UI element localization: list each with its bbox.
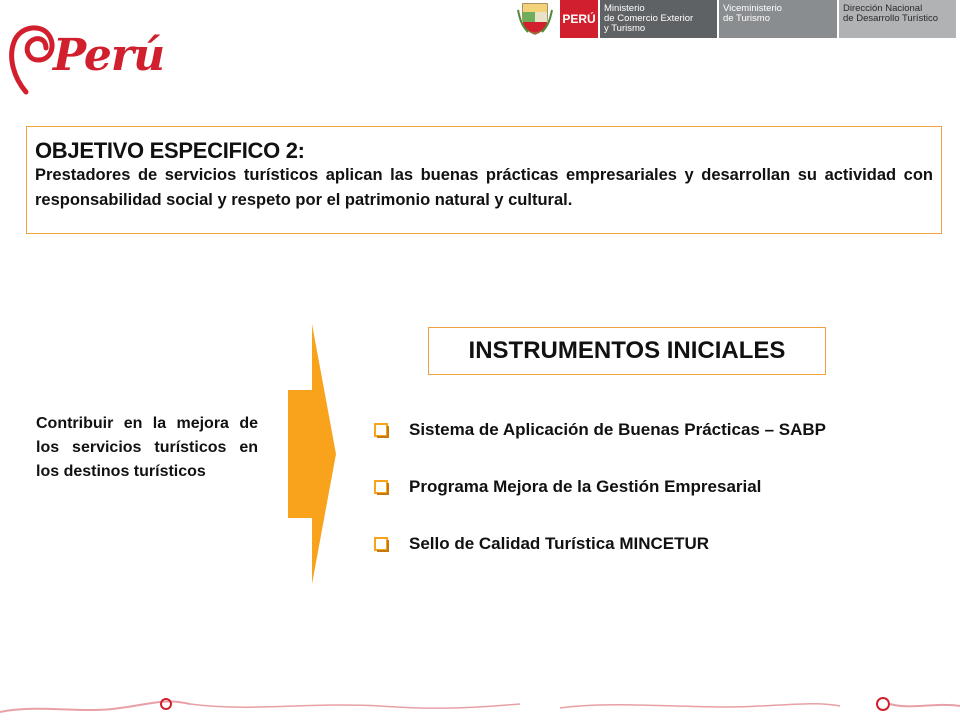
instrument-label: Sistema de Aplicación de Buenas Prácticas – SABP xyxy=(409,420,826,439)
decorative-swirl-footer xyxy=(0,690,960,720)
orange-arrow-icon xyxy=(286,322,340,586)
government-header xyxy=(516,0,956,38)
direction-label xyxy=(839,0,956,38)
objective-text: Prestadores de servicios turísticos aplican las buenas prácticas empresariales y desarrollan su actividad con responsabilidad social y respeto por el patrimonio natural y cultural. xyxy=(35,166,933,209)
instruments-title: INSTRUMENTOS INICIALES xyxy=(428,327,826,375)
contribution-text: Contribuir en la mejora de los servicios turísticos en los destinos turísticos xyxy=(36,415,258,480)
vice-line-2: de Turismo xyxy=(723,13,770,24)
viceministry-label xyxy=(719,0,837,38)
ministry-line-2: de Comercio Exterior xyxy=(604,13,694,24)
objective-title: OBJETIVO ESPECIFICO 2: xyxy=(35,138,305,163)
instruments-list xyxy=(374,415,934,586)
gov-country-label: PERÚ xyxy=(560,0,598,38)
ministry-label xyxy=(600,0,717,38)
direction-line-1: Dirección Nacional xyxy=(843,3,923,14)
direction-line-2: de Desarrollo Turístico xyxy=(843,13,939,24)
logo-wordmark: Perú xyxy=(53,30,165,81)
checkbox-bullet-icon xyxy=(374,423,389,438)
vice-line-1: Viceministerio xyxy=(723,3,782,14)
marca-peru-logo xyxy=(6,8,165,103)
checkbox-bullet-icon xyxy=(374,537,389,552)
objective-box xyxy=(26,126,942,234)
ministry-line-1: Ministerio xyxy=(604,3,645,14)
instrument-label: Programa Mejora de la Gestión Empresarial xyxy=(409,477,762,496)
coat-of-arms-icon xyxy=(516,0,554,36)
list-item xyxy=(374,529,934,559)
list-item xyxy=(374,415,934,445)
list-item xyxy=(374,472,934,502)
ministry-line-3: y Turismo xyxy=(604,23,646,34)
instrument-label: Sello de Calidad Turística MINCETUR xyxy=(409,534,710,553)
checkbox-bullet-icon xyxy=(374,480,389,495)
